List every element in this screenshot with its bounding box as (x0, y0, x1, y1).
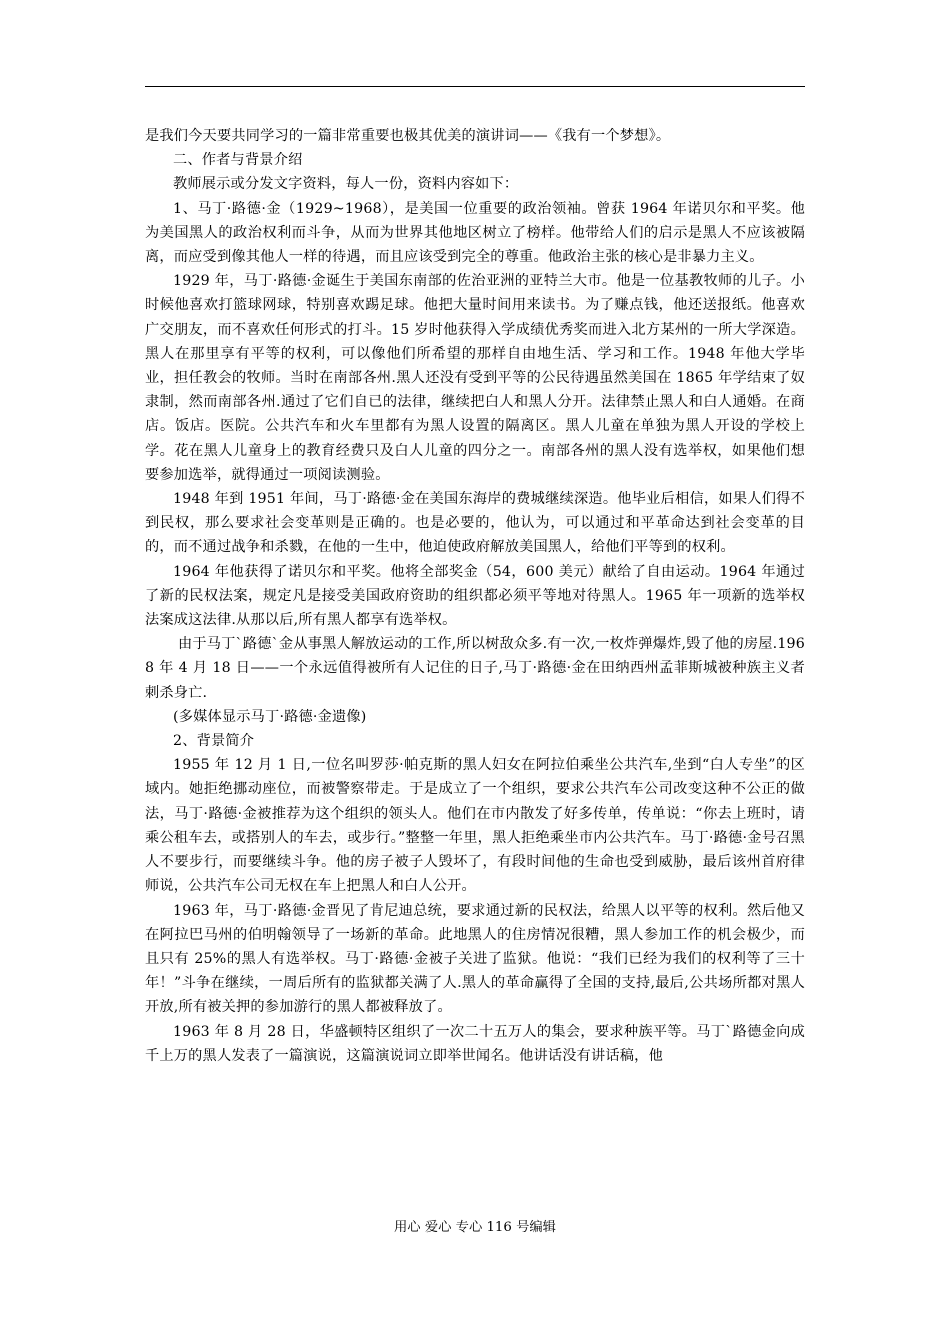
paragraph-bus-boycott: 1955 年 12 月 1 日,一位名叫罗莎·帕克斯的黑人妇女在阿拉伯乘坐公共汽车,坐到“白人专坐”的区域内。她拒绝挪动座位，而被警察带走。于是成立了一个组织，要求公共汽车公司改变这种不公正的做法，马丁·路德·金被推荐为这个组织的领头人。他们在市内散发了好多传单，传单说：“你去上班时，请乘公租车去，或搭别人的车去，或步行。”整整一年里，黑人拒绝乘坐市内公共汽车。马丁·路德·金号召黑人不要步行，而要继续斗争。他的房子被子人毁坏了，有段时间他的生命也受到威胁，最后该州首府律师说，公共汽车公司无权在车上把黑人和白人公开。 (145, 757, 805, 895)
paragraph-multimedia-note: (多媒体显示马丁·路德·金遗像) (173, 708, 367, 725)
paragraph-assassination: 由于马丁`路德`金从事黑人解放运动的工作,所以树敌众多.有一次,一枚炸弹爆炸,毁了他的房屋.1968 年 4 月 18 日——一个永远值得被所有人记住的日子,马丁·路德·金在田纳西州孟菲斯城被种族主义者刺杀身亡. (145, 636, 805, 701)
paragraph-mlk-philadelphia: 1948 年到 1951 年间，马丁·路德·金在美国东海岸的费城继续深造。他毕业后相信，如果人们得不到民权，那么要求社会变革则是正确的。也是必要的，他认为，可以通过和平革命达到社会变革的目的，而不通过战争和杀戮，在他的一生中，他迫使政府解放美国黑人，给他们平等到的权利。 (145, 491, 805, 556)
page-footer: 用心 爱心 专心 116 号编辑 (394, 1220, 556, 1235)
section-heading-background: 2、背景简介 (173, 733, 255, 750)
section-heading-author-background: 二、作者与背景介绍 (173, 152, 303, 169)
paragraph-intro-continuation: 是我们今天要共同学习的一篇非常重要也极其优美的演讲词——《我有一个梦想》。 (145, 128, 671, 144)
body-text (145, 124, 805, 1068)
paragraph-birmingham: 1963 年，马丁·路德·金晋见了肯尼迪总统，要求通过新的民权法，给黑人以平等的权利。然后他又在阿拉巴马州的伯明翰领导了一场新的革命。此地黑人的住房情况很糟，黑人参加工作的机会极少，而且只有 25%的黑人有选举权。马丁·路德·金被子关进了监狱。他说：“我们已经为我们的权利等了三十年！”斗争在继续，一周后所有的监狱都关满了人.黑人的革命赢得了全国的支持,最后,公共场所都对黑人开放,所有被关押的参加游行的黑人都被释放了。 (145, 902, 805, 1016)
paragraph-march-on-washington: 1963 年 8 月 28 日，华盛顿特区组织了一次二十五万人的集会，要求种族平等。马丁`路德金向成千上万的黑人发表了一篇演说，这篇演说词立即举世闻名。他讲话没有讲话稿，他 (145, 1023, 805, 1064)
paragraph-mlk-summary: 1、马丁·路德·金（1929~1968），是美国一位重要的政治领袖。曾获 1964 年诺贝尔和平奖。他为美国黑人的政治权利而斗争，从而为世界其他地区树立了榜样。他带给人们的启示是黑人不应该被隔离，而应受到像其他人一样的待遇，而且应该受到完全的尊重。他政治主张的核心是非暴力主义。 (145, 200, 805, 266)
paragraph-handout-note: 教师展示或分发文字资料，每人一份，资料内容如下： (173, 176, 519, 193)
paragraph-nobel-prize: 1964 年他获得了诺贝尔和平奖。他将全部奖金（54，600 美元）献给了自由运动。1964 年通过了新的民权法案，规定凡是接受美国政府资助的组织都必须平等地对待黑人。1965 年一项新的选举权法案成这法律.从那以后,所有黑人都享有选举权。 (145, 563, 805, 629)
header-rule (145, 86, 805, 87)
paragraph-mlk-early-life: 1929 年，马丁·路德·金诞生于美国东南部的佐治亚洲的亚特兰大市。他是一位基教牧师的儿子。小时候他喜欢打篮球网球，特别喜欢踢足球。他把大量时间用来读书。为了赚点钱，他还送报纸。他喜欢广交朋友，而不喜欢任何形式的打斗。15 岁时他获得入学成绩优秀奖而进入北方某州的一所大学深造。黑人在那里享有平等的权利，可以像他们所希望的那样自由地生活、学习和工作。1948 年他大学毕业，担任教会的牧师。当时在南部各州.黑人还没有受到平等的公民待遇虽然美国在 1865 年学结束了奴隶制，然而南部各州.通过了它们自已的法律，继续把白人和黑人分开。法律禁止黑人和白人通婚。在商店。饭店。医院。公共汽车和火车里都有为黑人设置的隔离区。黑人儿童在单独为黑人开设的学校上学。花在黑人儿童身上的教育经费只及白人儿童的四分之一。南部各州的黑人没有选举权，如果他们想要参加选举，就得通过一项阅读测验。 (145, 273, 805, 483)
